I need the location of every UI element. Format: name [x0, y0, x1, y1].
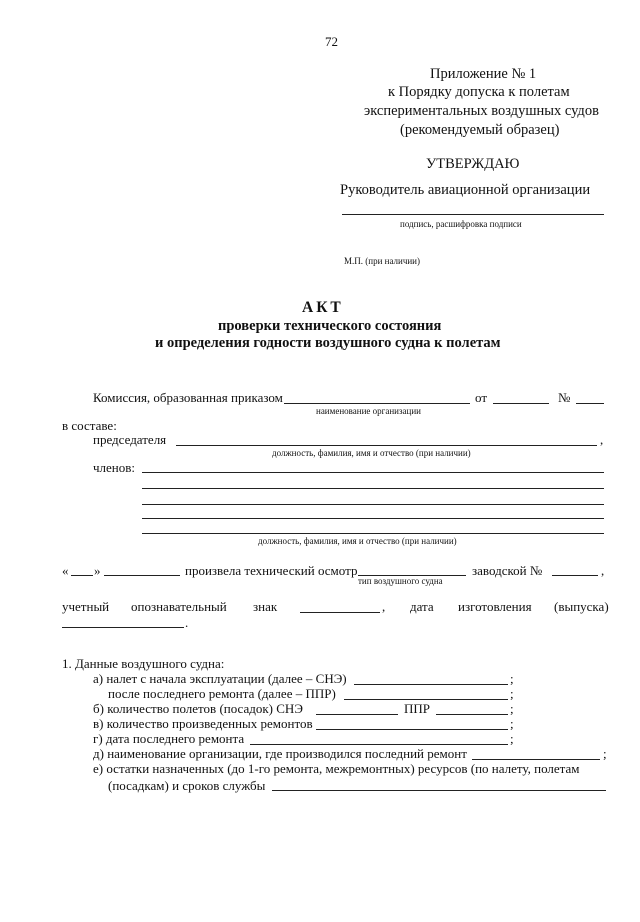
stamp-note: М.П. (при наличии) — [344, 256, 420, 266]
appendix-subject: экспериментальных воздушных судов — [364, 103, 599, 119]
item-a2-label: после последнего ремонта (далее – ППР) — [108, 686, 336, 701]
appendix-reference: к Порядку допуска к полетам — [388, 84, 570, 100]
item-d-label: д) наименование организации, где производился последний ремонт — [93, 746, 467, 761]
chairman-caption: должность, фамилия, имя и отчество (при наличии) — [272, 448, 471, 458]
item-g-end: ; — [510, 731, 514, 746]
chairman-end: , — [600, 432, 604, 447]
reg-comma: , — [382, 599, 386, 614]
section1-title: 1. Данные воздушного судна: — [62, 656, 225, 671]
signature-caption: подпись, расшифровка подписи — [400, 219, 522, 229]
approve-heading: УТВЕРЖДАЮ — [426, 156, 520, 172]
item-a-end: ; — [510, 671, 514, 686]
item-d-field[interactable] — [472, 759, 600, 760]
item-a-label: а) налет с начала эксплуатации (далее – СНЭ) — [93, 671, 347, 686]
from-label: от — [475, 390, 488, 405]
factory-number-field[interactable] — [552, 575, 598, 576]
approver-position: Руководитель авиационной организации — [340, 182, 591, 198]
reg-word-4: дата — [410, 599, 434, 614]
item-v-end: ; — [510, 716, 514, 731]
org-caption: наименование организации — [316, 406, 421, 416]
member-field-5[interactable] — [142, 533, 604, 534]
number-label: № — [558, 390, 571, 405]
reg-word-2: опознавательный — [131, 599, 227, 614]
item-e-label-2: (посадкам) и сроков службы — [108, 778, 266, 793]
item-b-ppr-field[interactable] — [436, 714, 508, 715]
quote-open: « — [62, 563, 69, 578]
signature-line — [342, 214, 604, 215]
item-d-end: ; — [603, 746, 607, 761]
members-label: членов: — [93, 460, 136, 475]
member-field-3[interactable] — [142, 504, 604, 505]
commission-label: Комиссия, образованная приказом — [93, 390, 283, 405]
composition-label: в составе: — [62, 418, 117, 433]
aircraft-type-caption: тип воздушного судна — [358, 576, 443, 586]
members-caption: должность, фамилия, имя и отчество (при наличии) — [258, 536, 457, 546]
appendix-sample-note: (рекомендуемый образец) — [400, 122, 560, 138]
item-v-label: в) количество произведенных ремонтов — [93, 716, 313, 731]
chairman-label: председателя — [93, 432, 167, 447]
appendix-label: Приложение № 1 — [430, 66, 537, 82]
act-title: АКТ — [302, 299, 344, 316]
item-e-label-1: е) остатки назначенных (до 1-го ремонта, межремонтных) ресурсов (по налету, полетам — [93, 761, 580, 776]
registration-mark-field[interactable] — [300, 612, 380, 613]
month-field[interactable] — [104, 575, 180, 576]
member-field-1[interactable] — [142, 472, 604, 473]
manufacture-date-field[interactable] — [62, 627, 184, 628]
item-a-field[interactable] — [354, 684, 508, 685]
item-g-label: г) дата последнего ремонта — [93, 731, 245, 746]
item-b-end: ; — [510, 701, 514, 716]
factory-number-label: заводской № — [472, 563, 543, 578]
member-field-2[interactable] — [142, 488, 604, 489]
quote-close: » — [94, 563, 101, 578]
reg-end: . — [185, 615, 189, 630]
item-v-field[interactable] — [316, 729, 508, 730]
item-g-field[interactable] — [250, 744, 508, 745]
act-subtitle-2: и определения годности воздушного судна к полетам — [155, 335, 501, 351]
act-subtitle-1: проверки технического состояния — [218, 318, 442, 334]
reg-word-5: изготовления — [458, 599, 532, 614]
item-b-sne-field[interactable] — [316, 714, 398, 715]
reg-word-6: (выпуска) — [554, 599, 609, 614]
item-b-label: б) количество полетов (посадок) СНЭ — [93, 701, 303, 716]
chairman-field[interactable] — [176, 445, 597, 446]
day-field[interactable] — [71, 575, 93, 576]
order-number-field[interactable] — [576, 403, 604, 404]
reg-word-3: знак — [253, 599, 278, 614]
member-field-4[interactable] — [142, 518, 604, 519]
page-number: 72 — [325, 34, 338, 49]
inspection-text: произвела технический осмотр — [185, 563, 358, 578]
item-b-ppr-label: ППР — [404, 701, 431, 716]
order-date-field[interactable] — [493, 403, 549, 404]
item-a2-field[interactable] — [344, 699, 508, 700]
order-field[interactable] — [284, 403, 470, 404]
item-a2-end: ; — [510, 686, 514, 701]
reg-word-1: учетный — [62, 599, 110, 614]
item-e-field[interactable] — [272, 790, 606, 791]
inspection-end: , — [601, 563, 605, 578]
